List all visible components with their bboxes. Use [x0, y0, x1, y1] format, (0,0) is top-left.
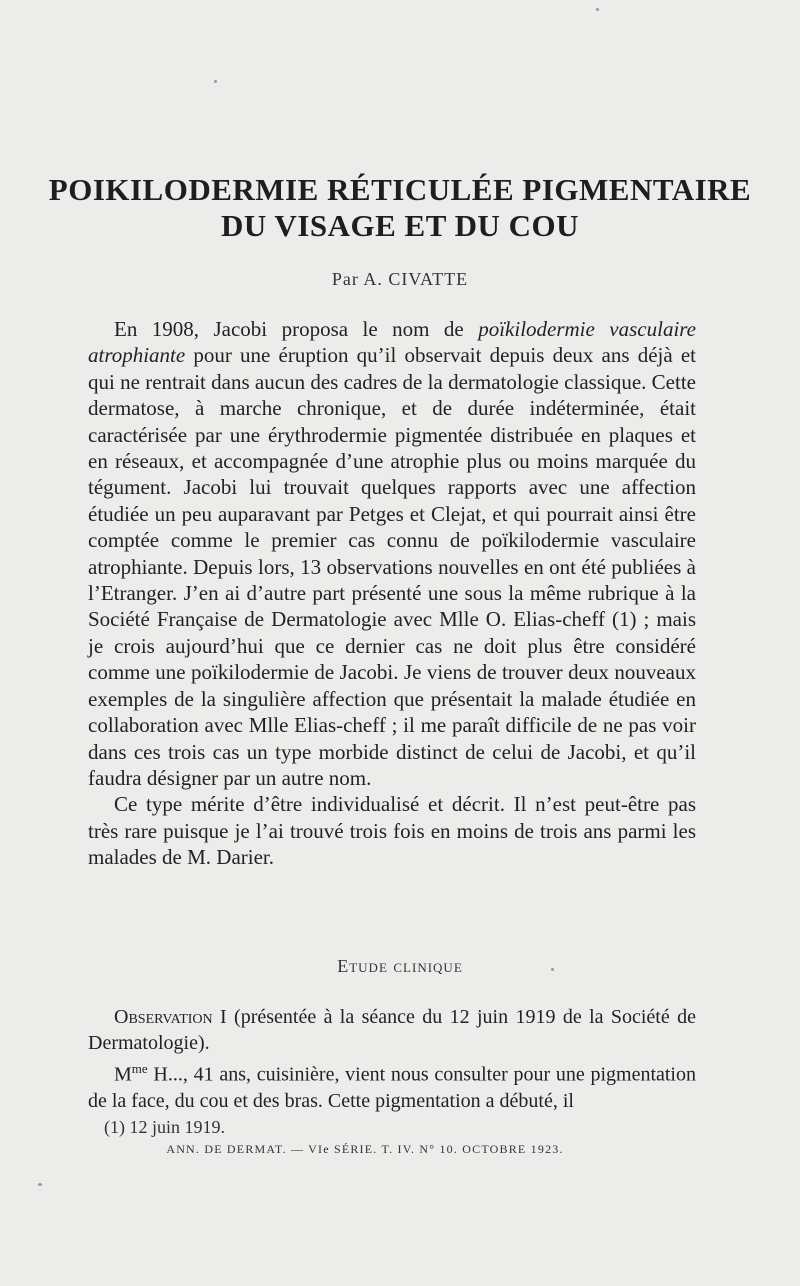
- observation-text: I (présentée à la séance du 12 juin 1919 de la Société de Dermatologie).: [88, 1006, 696, 1054]
- paragraph-1: [88, 316, 696, 791]
- speck: [214, 80, 217, 83]
- patient-prefix-superscript: me: [131, 1061, 148, 1076]
- speck: [38, 1183, 42, 1186]
- speck: [551, 968, 554, 971]
- speck: [596, 8, 599, 11]
- paragraph-1-rest: pour une éruption qu’il observait depuis deux ans déjà et qui ne rentrait dans aucun des cadres de la dermatologie classique. Cette dermatose, à marche chronique, et de durée indéterminée, était caractérisée par une érythrodermie pigmentée distribuée en plaques et en réseaux, et accompagnée d’une atrophie plus ou moins marquée du tégument. Jacobi lui trouvait quelques rapports avec une affection étudiée un peu auparavant par Petges et Clejat, et qui pourrait ainsi être comptée comme le premier cas connu de poïkilodermie vasculaire atrophiante. Depuis lors, 13 observations nouvelles en ont été publiées à l’Etranger. J’en ai d’autre part présenté une sous la même rubrique à la Société Française de Dermatologie avec Mlle O. Elias-cheff (1) ; mais je crois aujourd’hui que ce dernier cas ne doit plus être considéré comme une poïkilodermie de Jacobi. Je viens de trouver deux nouveaux exemples de la singulière affection que présentait la malade étudiée en collaboration avec Mlle Elias-cheff ; il me paraît difficile de ne pas voir dans ces trois cas un type morbide distinct de celui de Jacobi, et qu’il faudra désigner par un autre nom.: [88, 343, 696, 790]
- paragraph-1-emphasis: poïkilodermie vasculaire atrophiante: [88, 317, 696, 368]
- paragraph-1-start: En 1908, Jacobi proposa le nom de: [114, 317, 479, 341]
- journal-footer: ANN. DE DERMAT. — VIe SÉRIE. T. IV. N° 10. OCTOBRE 1923.: [166, 1142, 564, 1156]
- observation-label: Observation: [114, 1006, 213, 1028]
- article-body: [88, 316, 696, 871]
- paragraph-2: Ce type mérite d’être individualisé et décrit. Il n’est peut-être pas très rare puisque je l’ai trouvé trois fois en moins de trois ans parmi les malades de M. Darier.: [88, 792, 696, 870]
- section-heading-text: Etude clinique: [337, 956, 463, 976]
- article-title-line-1: POIKILODERMIE RÉTICULÉE PIGMENTAIRE: [48, 172, 752, 207]
- patient-prefix: M: [114, 1063, 132, 1086]
- article-title-line-2: DU VISAGE ET DU COU: [220, 208, 580, 243]
- patient-paragraph: [88, 1056, 696, 1114]
- footnote: (1) 12 juin 1919.: [104, 1117, 225, 1137]
- section-heading: [0, 956, 800, 977]
- observation-block: [88, 1004, 696, 1114]
- author-byline: Par A. CIVATTE: [331, 269, 469, 289]
- patient-text: H..., 41 ans, cuisinière, vient nous consulter pour une pigmentation de la face, du cou et des bras. Cette pigmentation a débuté, il: [88, 1063, 696, 1112]
- observation-heading: [88, 1004, 696, 1056]
